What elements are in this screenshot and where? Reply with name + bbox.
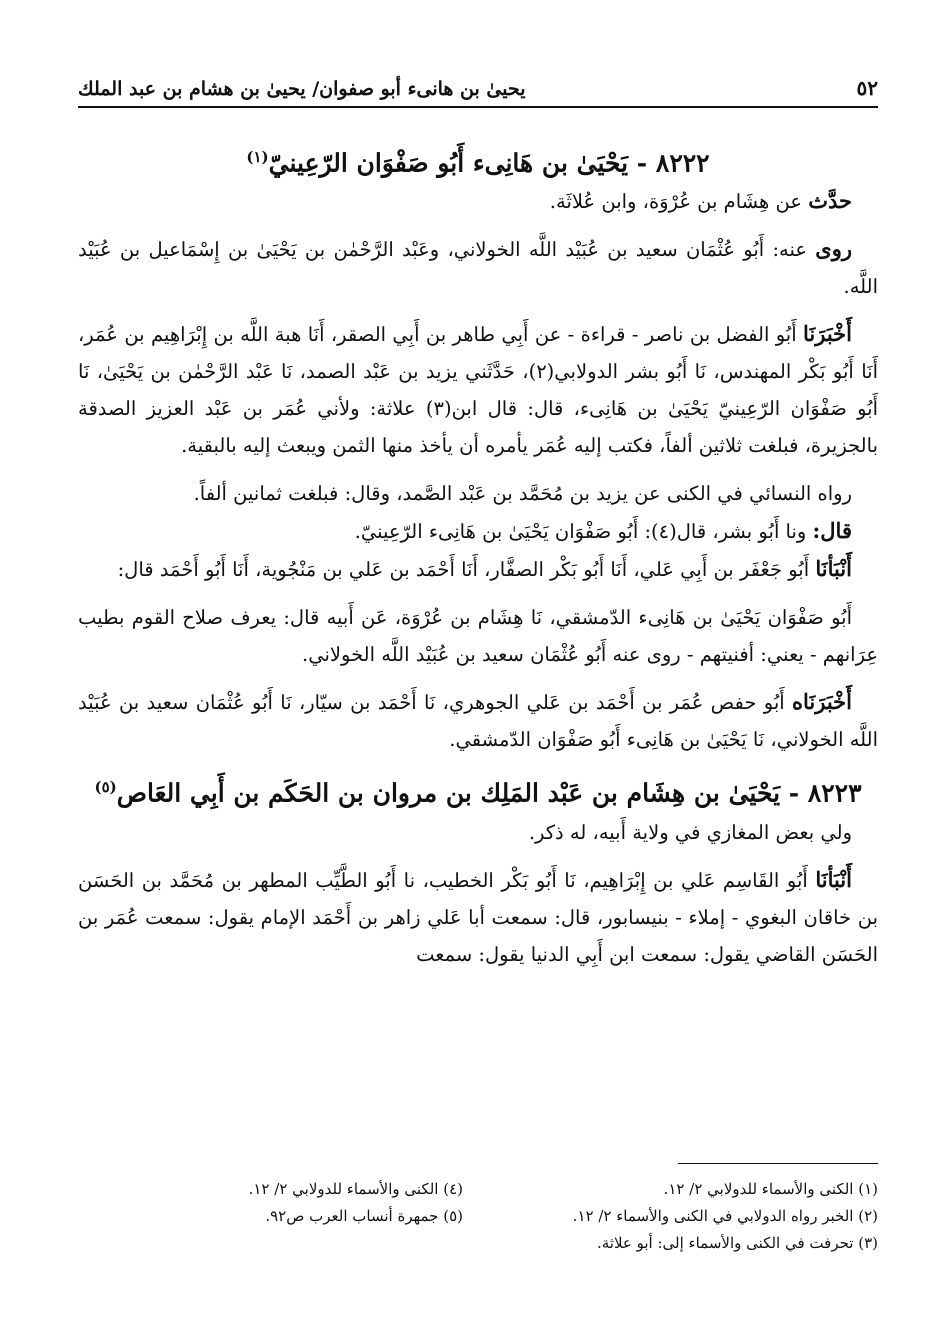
paragraph-keyword: أَخْبَرَنَا [803, 321, 852, 347]
paragraph-keyword: حدَّث [808, 188, 852, 214]
footnote-1: (١) الكنى والأسماء للدولابي ٢/ ١٢. [663, 1180, 878, 1198]
entry-title-8223 [78, 768, 878, 812]
running-title: يحيىٰ بن هانىء أبو صفوان/ يحيىٰ بن هشام بن عبد الملك [78, 78, 526, 100]
entry-title-text: ٨٢٢٣ - يَحْيَىٰ بن هِشَام بن عَبْد المَلِك بن مروان بن الحَكَم بن أَبِي العَاص [116, 778, 862, 808]
footnotes [78, 1163, 878, 1257]
paragraph-text: أَبُو صَفْوَان يَحْيَىٰ بن هَانِىء الدّمشقي، نَا هِشَام بن عُرْوَة، عَن أَبيه قال: يعرف صلاح القوم بطيب عِرَانهم - يعني: أفنيتهم - روى عنه أَبُو عُثْمَان سعيد بن عُبَيْد اللَّه الخولاني. [78, 606, 878, 667]
paragraph [78, 512, 878, 550]
paragraph [78, 230, 878, 305]
paragraph-keyword: أَخْبَرَنَاه [792, 689, 852, 715]
paragraph [78, 550, 878, 588]
paragraph-text: أَبُو القَاسِم عَلي بن إِبْرَاهِيم، نَا أَبُو بَكْر الخطيب، نا أَبُو الطَّيِّب المطهر بن مُحَمَّد بن الحَسَن بن خاقان البغوي - إملاء - بنيسابور، قال: سمعت أبا عَلي زاهر بن أَحْمَد الإمام يقول: سمعت عُمَر بن الحَسَن القاضي يقول: سمعت ابن أَبِي الدنيا يقول: سمعت [78, 868, 878, 966]
paragraph-text: أَبُو الفضل بن ناصر - قراءة - عن أَبِي طاهر بن أَبِي الصقر، أَنَا هبة اللَّه بن إِبْرَاهِيم بن عُمَر، أَنَا أَبُو بَكْر المهندس، نَا أَبُو بشر الدولابي(٢)، حَدَّثَني يزيد بن عَبْد الصمد، نَا عَبْد الرَّحْمٰن بن يَحْيَىٰ، نَا أَبُو صَفْوَان الرّعِينيّ يَحْيَىٰ بن هَانِىء، قال: قال ابن(٣) علاثة: ولأني عُمَر بن عَبْد العزيز الصدقة بالجزيرة، فبلغت ثلاثين ألفاً، فكتب إليه عُمَر يأمره أن يأخذ منها الثمن ويبعث إليه بالبقية. [78, 323, 879, 458]
running-header [78, 60, 878, 108]
paragraph [78, 182, 878, 220]
footnote-list [78, 1176, 878, 1257]
footnote-4: (٤) الكنى والأسماء للدولابي ٢/ ١٢. [248, 1180, 463, 1198]
paragraph [78, 683, 878, 758]
entry-title-text: ٨٢٢٢ - يَحْيَىٰ بن هَانِىء أَبُو صَفْوَان الرّعِينيّ [268, 148, 710, 178]
page-number: ٥٢ [856, 76, 878, 100]
paragraph-text: أَبُو جَعْفَر بن أَبِي عَلي، أَنَا أَبُو بَكْر الصفَّار، أَنَا أَحْمَد بن عَلي بن مَنْجُوية، أَنَا أَبُو أَحْمَد قال: [117, 558, 816, 582]
paragraph [78, 813, 878, 851]
paragraph-text: ونا أَبُو بشر، قال(٤): أَبُو صَفْوَان يَحْيَىٰ بن هَانِىء الرّعِينيّ. [354, 520, 813, 544]
paragraph [78, 598, 878, 673]
paragraph-keyword: أَنْبَأنَا [815, 866, 852, 892]
page [78, 60, 878, 1300]
footnote-divider [678, 1163, 878, 1164]
footnote-ref: (٥) [94, 778, 117, 797]
paragraph-text: عن هِشَام بن عُرْوَة، وابن عُلاثَة. [549, 190, 809, 214]
footnote-2: (٢) الخبر رواه الدولابي في الكنى والأسماء ٢/ ١٢. [572, 1207, 878, 1225]
paragraph-keyword: روى [815, 236, 852, 262]
footnote-5: (٥) جمهرة أنساب العرب ص٩٢. [265, 1207, 463, 1225]
paragraph-text: عنه: أَبُو عُثْمَان سعيد بن عُبَيْد اللَّه الخولاني، وعَبْد الرَّحْمٰن بن يَحْيَىٰ بن إِسْمَاعيل بن عُبَيْد اللَّه. [78, 238, 878, 299]
footnote-3: (٣) تحرفت في الكنى والأسماء إلى: أبو علاثة. [596, 1234, 878, 1252]
paragraph-text: أَبُو حفص عُمَر بن أَحْمَد بن عَلي الجوهري، نَا أَحْمَد بن سيّار، نَا أَبُو عُثْمَان سعيد بن عُبَيْد اللَّه الخولاني، نَا يَحْيَىٰ بن هَانِىء أَبُو صَفْوَان الدّمشقي. [78, 691, 878, 752]
paragraph-text: رواه النسائي في الكنى عن يزيد بن مُحَمَّد بن عَبْد الصَّمد، وقال: فبلغت ثمانين ألفاً. [193, 482, 852, 506]
paragraph [78, 315, 878, 464]
paragraph [78, 474, 878, 512]
paragraph-keyword: أَنْبَأنَا [815, 556, 852, 582]
entry-title-8222 [78, 138, 878, 182]
paragraph-keyword: قال: [812, 518, 852, 544]
paragraph [78, 861, 878, 973]
main-text [78, 138, 878, 973]
footnote-ref: (١) [246, 148, 269, 166]
paragraph-text: ولي بعض المغازي في ولاية أَبيه، له ذكر. [528, 820, 852, 844]
